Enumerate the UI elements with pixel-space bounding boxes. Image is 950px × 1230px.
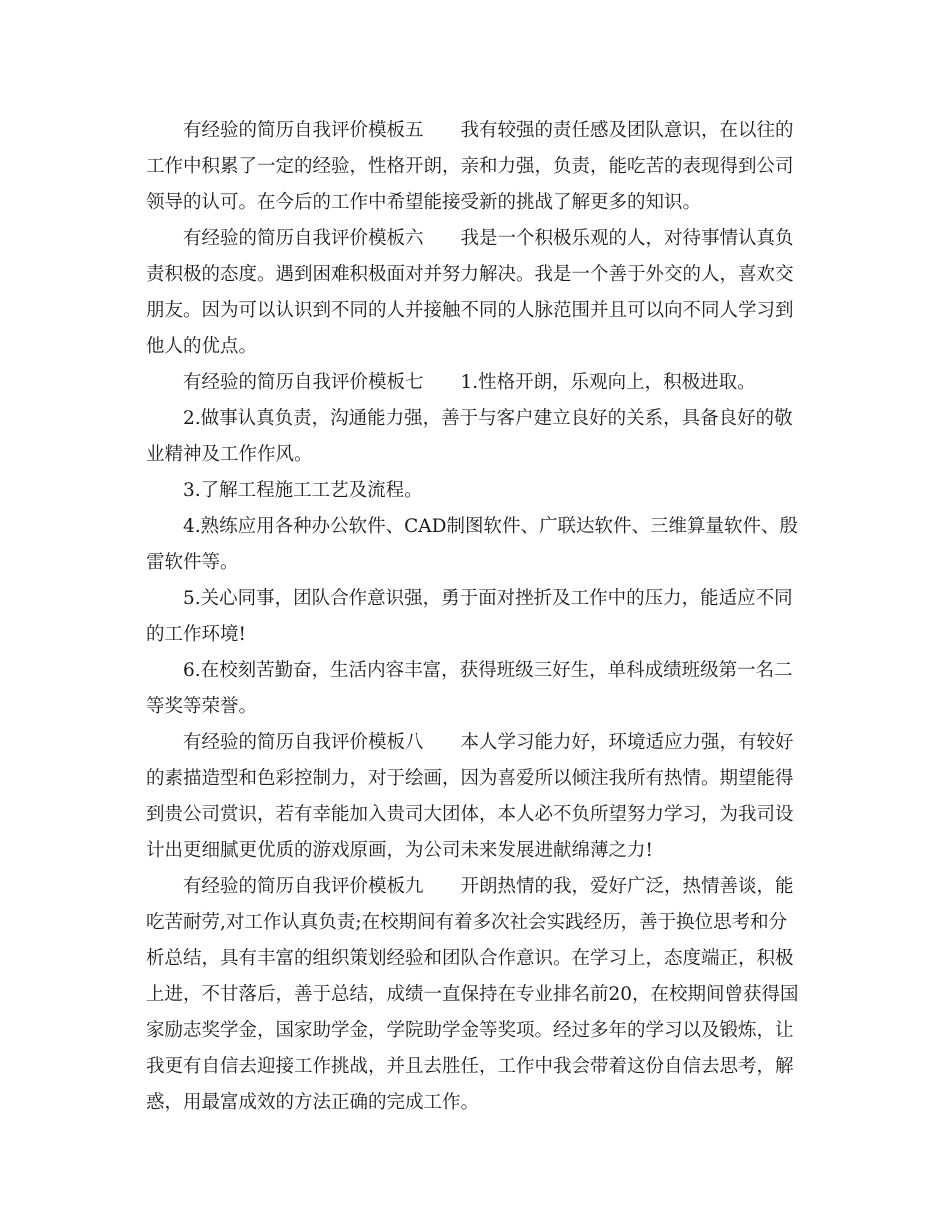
- text-line: 有经验的简历自我评价模板五 我有较强的责任感及团队意识，在以往的: [183, 120, 794, 141]
- text-line: 有经验的简历自我评价模板七 1.性格开朗，乐观向上，积极进取。: [183, 372, 756, 393]
- text-line: 析总结，具有丰富的组织策划经验和团队合作意识。在学习上，态度端正，积极: [146, 948, 794, 969]
- text-line: 有经验的简历自我评价模板八 本人学习能力好，环境适应力强，有较好: [183, 732, 794, 753]
- text-line: 5.关心同事，团队合作意识强，勇于面对挫折及工作中的压力，能适应不同: [183, 588, 793, 609]
- text-line: 的素描造型和色彩控制力，对于绘画，因为喜爱所以倾注我所有热情。期望能得: [146, 768, 794, 789]
- text-line: 有经验的简历自我评价模板九 开朗热情的我，爱好广泛，热情善谈，能: [183, 876, 794, 897]
- text-line: 到贵公司赏识，若有幸能加入贵司大团体，本人必不负所望努力学习，为我司设: [146, 804, 794, 825]
- text-line: 吃苦耐劳,对工作认真负责;在校期间有着多次社会实践经历，善于换位思考和分: [146, 912, 788, 933]
- text-line: 4.熟练应用各种办公软件、CAD制图软件、广联达软件、三维算量软件、殷: [183, 516, 799, 537]
- text-line: 3.了解工程施工工艺及流程。: [183, 480, 423, 501]
- text-line: 领导的认可。在今后的工作中希望能接受新的挑战了解更多的知识。: [146, 192, 702, 213]
- text-line: 家励志奖学金，国家助学金，学院助学金等奖项。经过多年的学习以及锻炼，让: [146, 1020, 794, 1041]
- text-line: 6.在校刻苦勤奋，生活内容丰富，获得班级三好生，单科成绩班级第一名二: [183, 660, 793, 681]
- text-line: 上进，不甘落后，善于总结，成绩一直保持在专业排名前20，在校期间曾获得国: [146, 984, 799, 1005]
- text-line: 有经验的简历自我评价模板六 我是一个积极乐观的人，对待事情认真负: [183, 228, 794, 249]
- text-line: 计出更细腻更优质的游戏原画，为公司未来发展进献绵薄之力!: [146, 840, 653, 861]
- text-line: 朋友。因为可以认识到不同的人并接触不同的人脉范围并且可以向不同人学习到: [146, 300, 794, 321]
- text-line: 雷软件等。: [146, 552, 239, 573]
- text-line: 业精神及工作作风。: [146, 444, 313, 465]
- text-line: 责积极的态度。遇到困难积极面对并努力解决。我是一个善于外交的人，喜欢交: [146, 264, 794, 285]
- text-line: 2.做事认真负责，沟通能力强，善于与客户建立良好的关系，具备良好的敬: [183, 408, 793, 429]
- text-line: 我更有自信去迎接工作挑战，并且去胜任，工作中我会带着这份自信去思考，解: [146, 1056, 794, 1077]
- text-line: 工作中积累了一定的经验，性格开朗，亲和力强，负责，能吃苦的表现得到公司: [146, 156, 794, 177]
- text-line: 惑，用最富成效的方法正确的完成工作。: [146, 1092, 480, 1113]
- text-line: 的工作环境!: [146, 624, 246, 645]
- text-line: 他人的优点。: [146, 336, 258, 357]
- text-line: 等奖等荣誉。: [146, 696, 258, 717]
